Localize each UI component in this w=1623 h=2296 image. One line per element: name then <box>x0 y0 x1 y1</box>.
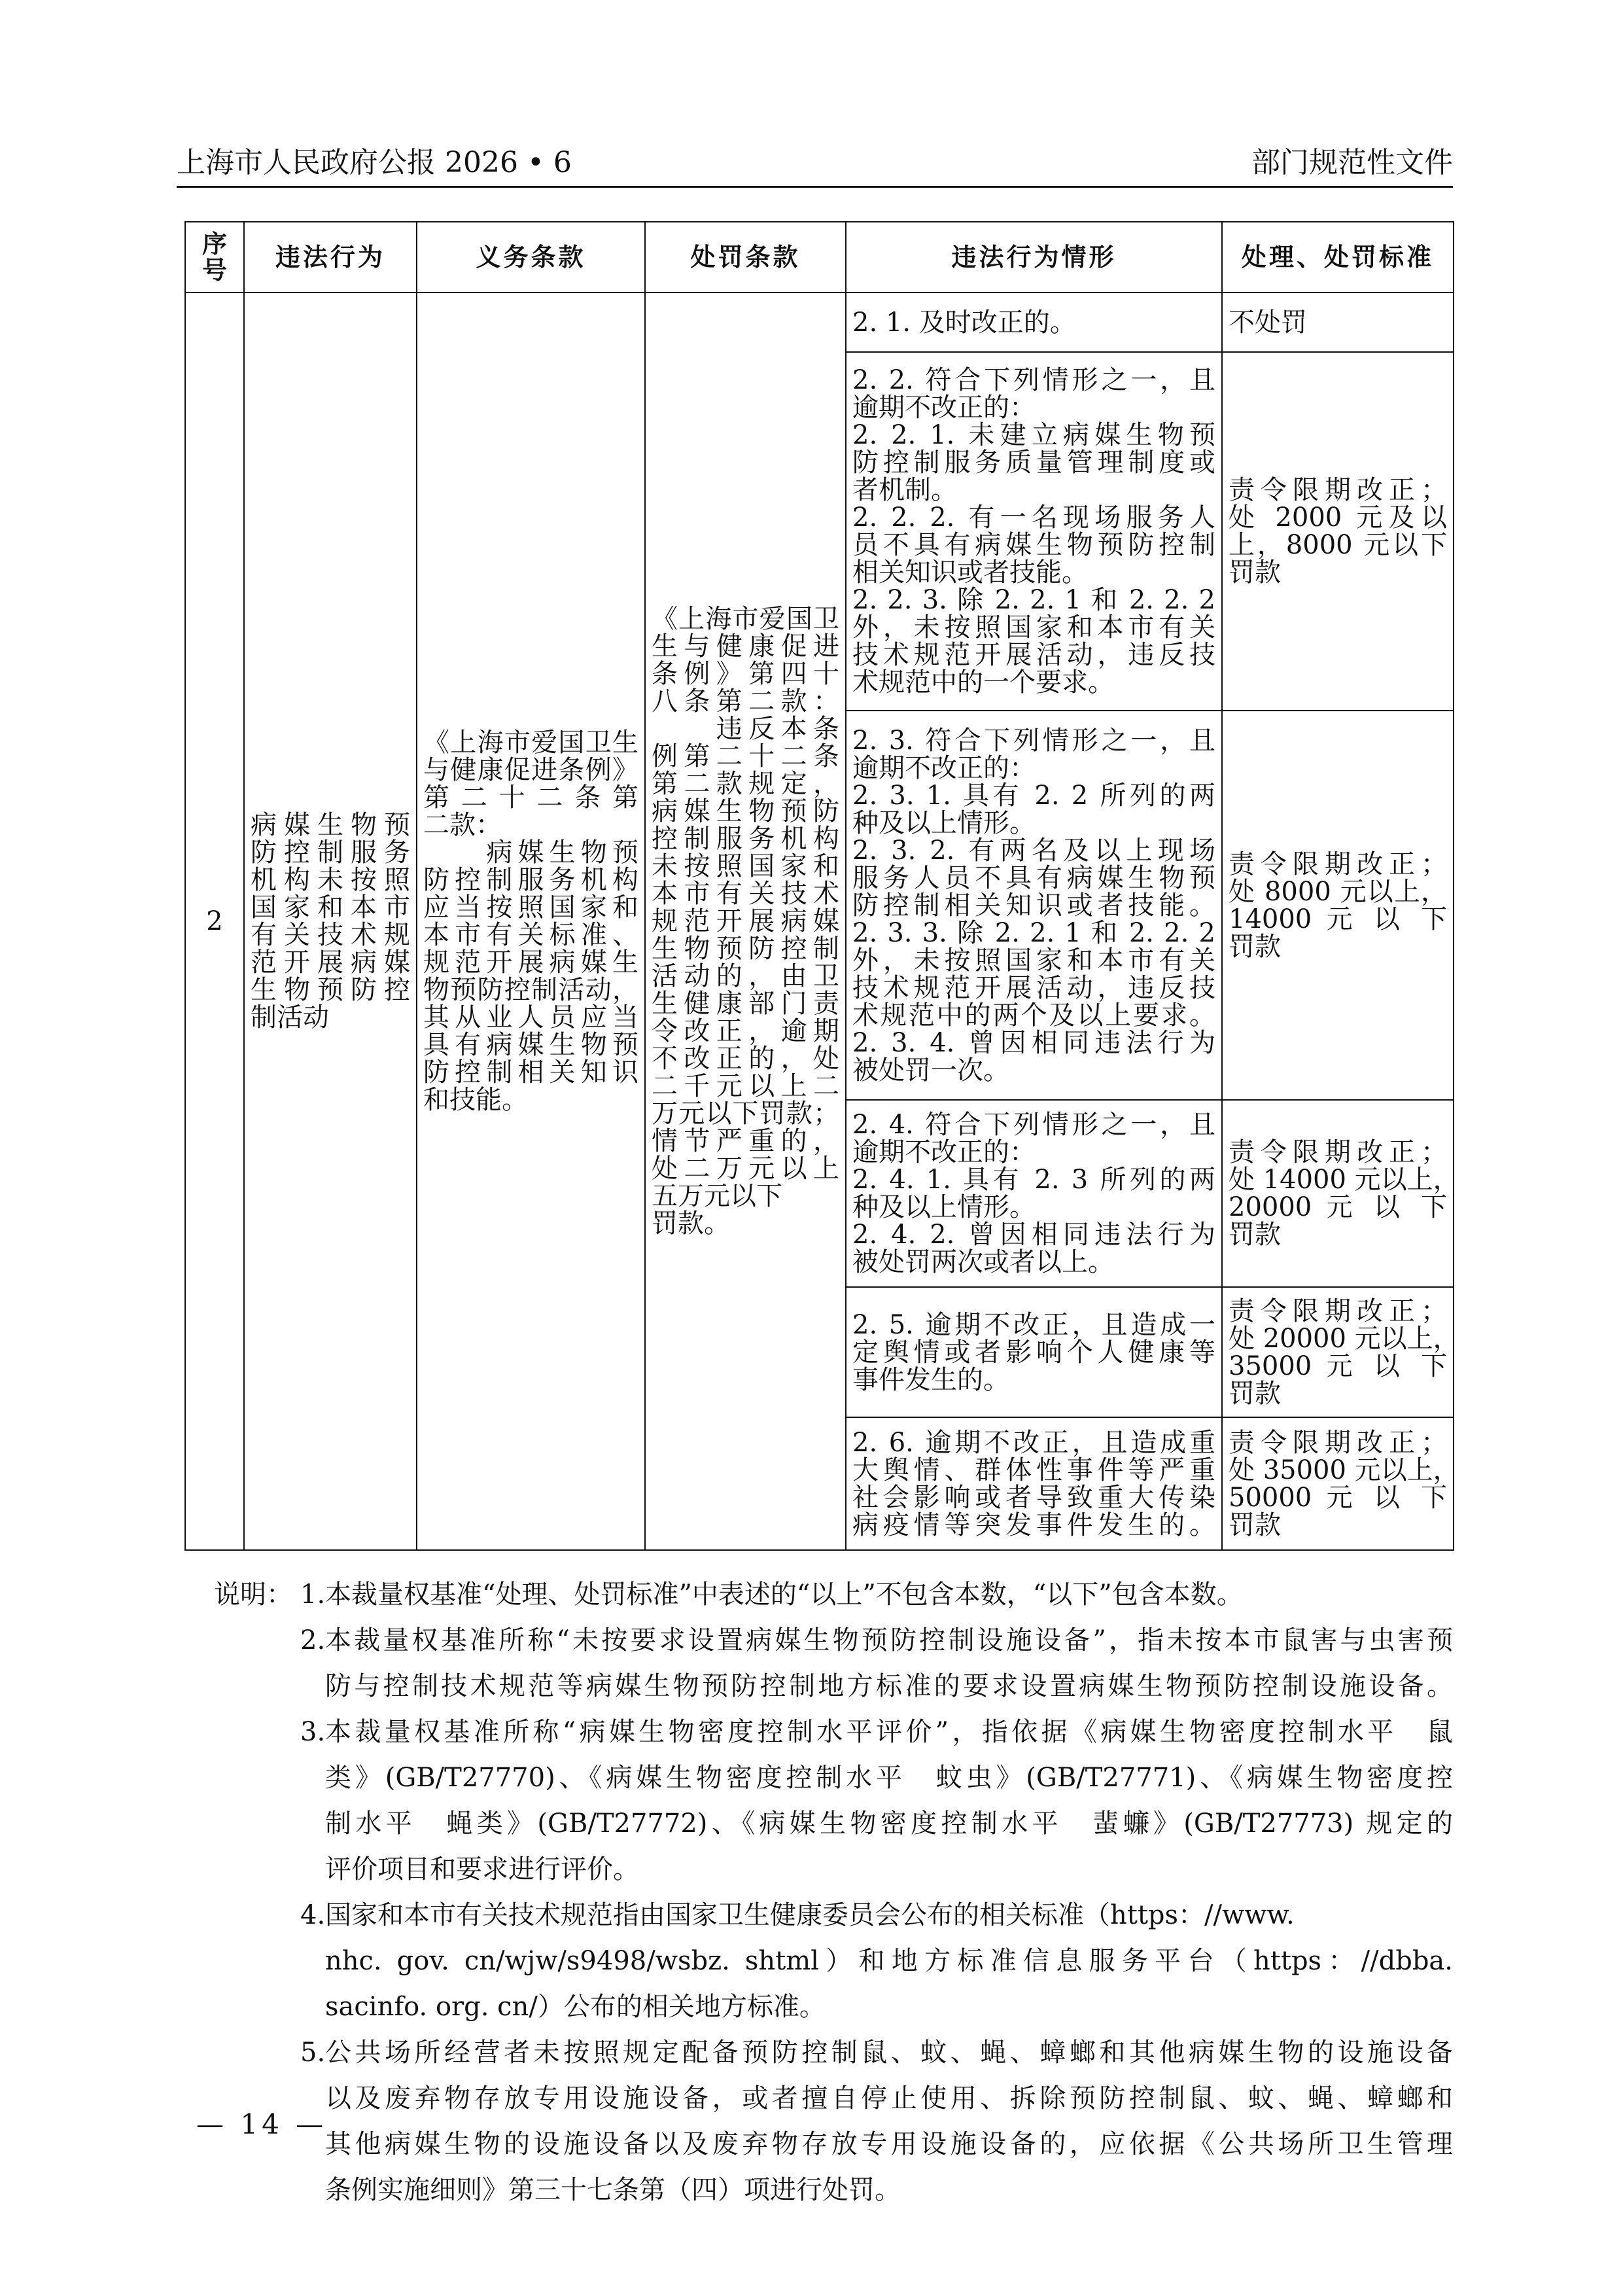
note-item <box>214 1572 1453 1617</box>
text-line: 生物预防控 <box>251 975 410 1005</box>
note-item <box>214 1709 1453 1892</box>
text-line: 令改正，逾期 <box>652 1016 839 1046</box>
text-line: 社会影响或者导致重大传染 <box>852 1482 1215 1513</box>
text-line: 2. 5. 逾期不改正，且造成一 <box>852 1309 1215 1340</box>
text-line: 2. 4. 2. 曾因相同违法行为 <box>852 1220 1215 1250</box>
text-line: 条例实施细则》第三十七条第（四）项进行处罚。 <box>325 2175 901 2205</box>
text-line: 二千元以上二 <box>652 1071 839 1101</box>
text-line: 罚款 <box>1229 931 1281 962</box>
note-text <box>325 2030 1453 2213</box>
text-line: 防控制服务机构 <box>423 865 638 895</box>
text-line: 大舆情、群体性事件等严重 <box>852 1455 1215 1485</box>
text-line: 35000 元 以 下 <box>1229 1351 1447 1381</box>
text-line: 2. 2. 符合下列情形之一，且 <box>852 365 1215 395</box>
text-line: 处二万元以上 <box>652 1154 839 1184</box>
text-line: 14000 元 以 下 <box>1229 904 1447 934</box>
text-line: 外，未按照国家和本市有关 <box>852 612 1215 643</box>
note-number: 2. <box>300 1625 326 1655</box>
text-line: 防控制相关知识 <box>423 1057 638 1087</box>
standard-cell <box>1222 352 1454 711</box>
notes-lead: 说明： <box>214 1580 292 1610</box>
note-text <box>325 1617 1453 1709</box>
text-line: 不改正的，处 <box>652 1044 839 1074</box>
text-line: 2. 3. 1. 具有 2. 2 所列的两 <box>852 780 1215 811</box>
situation-cell <box>846 352 1222 711</box>
text-line: 活动的，由卫 <box>652 961 839 991</box>
text-line: 以及废弃物存放专用设施设备，或者擅自停止使用、拆除预防控制鼠、蚊、蝇、蟑螂和 <box>325 2083 1453 2113</box>
text-line: 二款： <box>423 810 502 840</box>
text-line: nhc. gov. cn/wjw/s9498/wsbz. shtml）和地方标准信息服务平台（https：//dbba. <box>325 1946 1453 1976</box>
text-line: 第二款规定， <box>652 769 839 799</box>
text-line: 范开展病媒 <box>251 947 410 978</box>
text-line: 五万元以下 <box>652 1181 782 1211</box>
text-line: 2. 4. 符合下列情形之一，且 <box>852 1110 1215 1140</box>
text-line: 逾期不改正的： <box>852 393 1036 423</box>
text-line: 罚款 <box>1229 1378 1281 1409</box>
text-line: 本裁量权基准“处理、处罚标准”中表述的“以上”不包含本数，“以下”包含本数。 <box>325 1580 1243 1610</box>
standard-cell <box>1222 711 1454 1100</box>
text-line: 逾期不改正的： <box>852 752 1036 783</box>
situation-cell <box>846 711 1222 1100</box>
text-line: 责令限期改正； <box>1229 1137 1447 1167</box>
note-item <box>214 1617 1453 1709</box>
text-line: 50000 元 以 下 <box>1229 1482 1447 1513</box>
standard-cell <box>1222 1417 1459 1550</box>
col-label: 序号 <box>201 230 227 285</box>
text-line: 本裁量权基准所称“病媒生物密度控制水平评价”，指依据《病媒生物密度控制水平 鼠 <box>325 1717 1453 1747</box>
text-line: 和技能。 <box>423 1085 528 1115</box>
text-line: 2. 3. 3. 除 2. 2. 1 和 2. 2. 2 <box>852 917 1215 948</box>
text-line: 物预防控制活动， <box>423 975 638 1005</box>
text-line: 责令限期改正； <box>1229 1296 1447 1326</box>
col-header-penalty: 处罚条款 <box>645 222 846 292</box>
text-line: 本裁量权基准所称“未按要求设置病媒生物预防控制设施设备”，指未按本市鼠害与虫害预 <box>325 1625 1453 1655</box>
bulletin-title: 上海市人民政府公报 2026 • 6 <box>177 146 572 179</box>
text-line: 罚款 <box>1229 1220 1281 1250</box>
text-line: 制水平 蝇类》(GB/T27772)、《病媒生物密度控制水平 蜚蠊》(GB/T27773) 规定的 <box>325 1809 1453 1839</box>
note-item <box>214 1892 1453 2030</box>
text-line: 技术规范开展活动，违反技 <box>852 972 1215 1003</box>
text-line: 2. 4. 1. 具有 2. 3 所列的两 <box>852 1165 1215 1195</box>
penalty-cell <box>645 292 846 1550</box>
text-line: 具有病媒生物预 <box>423 1030 638 1060</box>
col-header-act: 违法行为 <box>244 222 417 292</box>
text-line: 本市有关标准、 <box>423 920 638 950</box>
text-line: 2. 3. 符合下列情形之一，且 <box>852 725 1215 756</box>
text-line: 评价项目和要求进行评价。 <box>325 1854 639 1884</box>
text-line: 2. 1. 及时改正的。 <box>852 307 1076 338</box>
notes-section <box>214 1572 1453 2213</box>
note-text <box>325 1709 1453 1892</box>
text-line: 病媒生物预 <box>423 838 638 868</box>
text-line: 其从业人员应当 <box>423 1002 638 1033</box>
section-title: 部门规范性文件 <box>1251 146 1453 179</box>
text-line: 生健康部门责 <box>652 989 839 1019</box>
text-line: 公共场所经营者未按照规定配备预防控制鼠、蚊、蝇、蟑螂和其他病媒生物的设施设备 <box>325 2038 1453 2068</box>
standard-cell <box>1222 1100 1459 1287</box>
seq-cell: 2 <box>185 292 244 1550</box>
text-line: 罚款。 <box>652 1209 730 1239</box>
text-line: 国家和本市 <box>251 892 410 923</box>
text-line: 2. 2. 3. 除 2. 2. 1 和 2. 2. 2 <box>852 585 1215 615</box>
note-number: 1. <box>300 1580 326 1610</box>
text-line: 事件发生的。 <box>852 1364 1009 1395</box>
text-line: 应当按照国家和 <box>423 892 638 923</box>
text-line: 防与控制技术规范等病媒生物预防控制地方标准的要求设置病媒生物预防控制设施设备。 <box>325 1671 1453 1701</box>
text-line: 种及以上情形。 <box>852 807 1036 838</box>
note-number: 3. <box>300 1717 326 1747</box>
text-line: 八条第二款： <box>652 686 839 716</box>
text-line: 者机制。 <box>852 475 957 505</box>
standard-cell <box>1222 292 1454 352</box>
text-line: 其他病媒生物的设施设备以及废弃物存放专用设施设备的，应依据《公共场所卫生管理 <box>325 2129 1453 2159</box>
page-number: — 14 — <box>196 2108 328 2140</box>
text-line: 情节严重的， <box>652 1126 839 1156</box>
text-line: 2. 3. 4. 曾因相同违法行为 <box>852 1027 1215 1058</box>
text-line: 2. 6. 逾期不改正，且造成重 <box>852 1427 1215 1458</box>
text-line: 本市有关技术 <box>652 879 839 909</box>
text-line: 第 二 十 二 条 第 <box>423 783 638 813</box>
text-line: 生与健康促进 <box>652 631 839 662</box>
text-line: 员不具有病媒生物预防控制 <box>852 530 1215 560</box>
text-line: 被处罚一次。 <box>852 1055 1009 1086</box>
situation-cell <box>846 1287 1222 1417</box>
text-line: 制活动 <box>251 1002 329 1033</box>
text-line: 逾期不改正的： <box>852 1137 1036 1167</box>
text-line: 处 20000 元以上， <box>1229 1323 1459 1354</box>
text-line: 处 8000 元以上， <box>1229 876 1447 907</box>
text-line: 规范开展病媒 <box>652 906 839 936</box>
note-text <box>325 1572 1453 1617</box>
text-line: 病疫情等突发事件发生的。 <box>852 1510 1215 1540</box>
table-header-row <box>185 222 1454 292</box>
text-line: 机构未按照 <box>251 865 410 895</box>
text-line: 违反本条 <box>652 714 839 744</box>
header-rule <box>177 186 1453 188</box>
text-line: 罚款 <box>1229 1510 1281 1540</box>
col-header-seq <box>185 222 244 292</box>
text-line: 责令限期改正； <box>1229 475 1447 505</box>
text-line: 2. 3. 2. 有两名及以上现场 <box>852 835 1215 866</box>
situation-cell <box>846 1417 1222 1550</box>
col-header-situation: 违法行为情形 <box>846 222 1222 292</box>
text-line: 术规范中的两个及以上要求。 <box>852 1000 1215 1031</box>
text-line: 服务人员不具有病媒生物预 <box>852 862 1215 893</box>
text-line: 2. 2. 1. 未建立病媒生物预 <box>852 420 1215 450</box>
text-line: 处 35000 元以上， <box>1229 1455 1459 1485</box>
text-line: 责令限期改正； <box>1229 849 1447 879</box>
table-row <box>185 292 1454 352</box>
note-text <box>325 1892 1453 2030</box>
text-line: 有关技术规 <box>251 920 410 950</box>
text-line: 责令限期改正； <box>1229 1427 1447 1458</box>
text-line: 防控制服务质量管理制度或 <box>852 448 1215 478</box>
text-line: 类》(GB/T27770)、《病媒生物密度控制水平 蚊虫》(GB/T27771)、《病媒生物密度控 <box>325 1763 1453 1793</box>
text-line: 防控制相关知识或者技能。 <box>852 890 1215 921</box>
text-line: 处 14000 元以上， <box>1229 1165 1459 1195</box>
situation-cell <box>846 1100 1222 1287</box>
text-line: 术规范中的一个要求。 <box>852 667 1114 698</box>
col-header-standard: 处理、处罚标准 <box>1222 222 1454 292</box>
text-line: 与健康促进条例》 <box>423 755 638 785</box>
situation-cell <box>846 292 1222 352</box>
note-item <box>214 2030 1453 2213</box>
text-line: 未按照国家和 <box>652 851 839 881</box>
text-line: 种及以上情形。 <box>852 1192 1036 1222</box>
text-line: 病媒生物预 <box>251 810 410 840</box>
text-line: 不处罚 <box>1229 307 1307 338</box>
text-line: sacinfo. org. cn/）公布的相关地方标准。 <box>325 1992 826 2022</box>
text-line: 例第二十二条 <box>652 741 839 771</box>
text-line: 20000 元 以 下 <box>1229 1192 1447 1222</box>
note-number: 5. <box>300 2038 326 2068</box>
text-line: 病媒生物预防 <box>652 796 839 826</box>
text-line: 被处罚两次或者以上。 <box>852 1247 1114 1277</box>
text-line: 国家和本市有关技术规范指由国家卫生健康委员会公布的相关标准（https：//www. <box>325 1900 1295 1930</box>
text-line: 控制服务机构 <box>652 824 839 854</box>
text-line: 上，8000 元以下 <box>1229 530 1447 560</box>
text-line: 外，未按照国家和本市有关 <box>852 945 1215 976</box>
text-line: 《上海市爱国卫生 <box>423 728 638 758</box>
text-line: 万元以下罚款； <box>652 1099 839 1129</box>
discretion-standard-table <box>184 221 1459 1551</box>
standard-cell <box>1222 1287 1459 1417</box>
col-header-duty: 义务条款 <box>417 222 645 292</box>
text-line: 《上海市爱国卫 <box>652 604 839 634</box>
text-line: 生物预防控制 <box>652 934 839 964</box>
text-line: 技术规范开展活动，违反技 <box>852 640 1215 670</box>
text-line: 条例》第四十 <box>652 659 839 689</box>
text-line: 处 2000 元及以 <box>1229 503 1447 533</box>
text-line: 防控制服务 <box>251 838 410 868</box>
duty-cell <box>417 292 645 1550</box>
text-line: 定舆情或者影响个人健康等 <box>852 1337 1215 1368</box>
act-cell <box>244 292 417 1550</box>
text-line: 2. 2. 2. 有一名现场服务人 <box>852 503 1215 533</box>
note-number: 4. <box>300 1900 326 1930</box>
text-line: 罚款 <box>1229 557 1281 588</box>
text-line: 相关知识或者技能。 <box>852 557 1088 588</box>
text-line: 规范开展病媒生 <box>423 947 638 978</box>
